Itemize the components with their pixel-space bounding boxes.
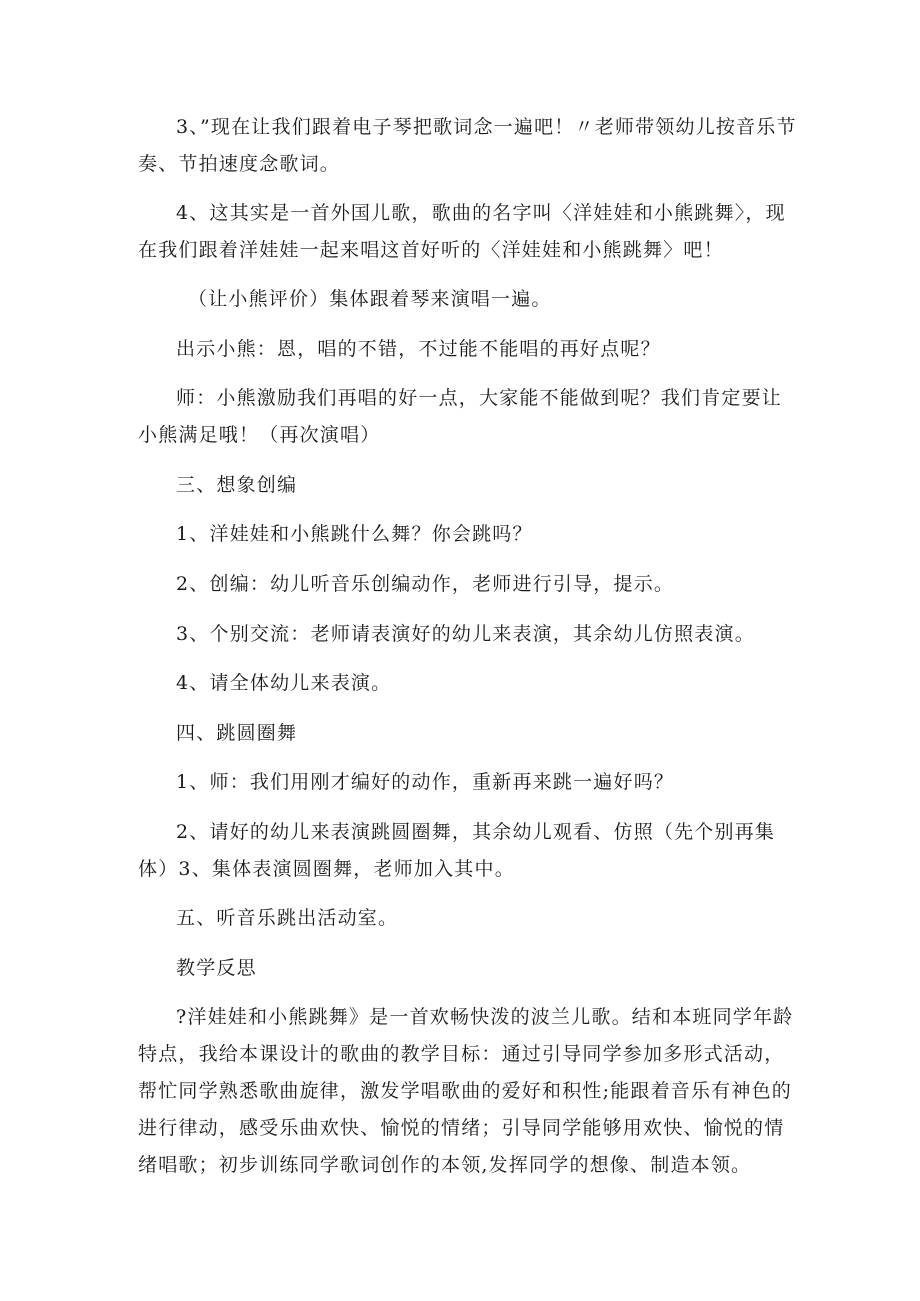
paragraph-show-bear: 出示小熊：恩，唱的不错，不过能不能唱的再好点呢？ xyxy=(176,338,661,360)
section-heading-circle-dance: 四、跳圆圈舞 xyxy=(176,722,298,744)
paragraph-all-perform: 4、请全体幼儿来表演。 xyxy=(176,672,392,694)
section-heading-imagine: 三、想象创编 xyxy=(176,474,298,496)
section-heading-reflection: 教学反思 xyxy=(176,957,257,979)
paragraph-lyrics-recital: 3、”现在让我们跟着电子琴把歌词念一遍吧！〃老师带领幼儿按音乐节奏、节拍速度念歌词。 xyxy=(138,116,797,175)
paragraph-teacher-encourage: 师：小熊激励我们再唱的好一点，大家能不能做到呢？我们肯定要让小熊满足哦！（再次演唱） xyxy=(138,387,783,446)
paragraph-bear-evaluation: （让小熊评价）集体跟着琴来演唱一遍。 xyxy=(188,288,552,310)
paragraph-reflection-body: ?洋娃娃和小熊跳舞》是一首欢畅快泼的波兰儿歌。结和本班同学年龄特点，我给本课设计的歌曲的教学目标：通过引导同学参加多形式活动，帮忙同学熟悉歌曲旋律，激发学唱歌曲的爱好和积性;能跟着音乐有神色的进行律动，感受乐曲欢快、愉悦的情绪；引导同学能够用欢快、愉悦的情绪唱歌；初步训练同学歌词创作的本领,发挥同学的想像、制造本领。 xyxy=(138,1006,794,1176)
paragraph-create-moves: 2、创编：幼儿听音乐创编动作，老师进行引导，提示。 xyxy=(176,573,675,595)
paragraph-circle-performance: 2、请好的幼儿来表演跳圆圈舞，其余幼儿观看、仿照（先个别再集体）3、集体表演圆圈舞，老师加入其中。 xyxy=(138,821,776,880)
paragraph-dance-question: 1、洋娃娃和小熊跳什么舞？你会跳吗？ xyxy=(176,523,533,545)
paragraph-redo-dance: 1、师：我们用刚才编好的动作，重新再来跳一遍好吗？ xyxy=(176,771,675,793)
section-heading-leave-room: 五、听音乐跳出活动室。 xyxy=(176,907,399,929)
paragraph-individual-exchange: 3、个别交流：老师请表演好的幼儿来表演，其余幼儿仿照表演。 xyxy=(176,623,755,645)
paragraph-song-intro: 4、这其实是一首外国儿歌，歌曲的名字叫〈洋娃娃和小熊跳舞〉，现在我们跟着洋娃娃一起来唱这首好听的〈洋娃娃和小熊跳舞〉吧！ xyxy=(138,202,786,261)
